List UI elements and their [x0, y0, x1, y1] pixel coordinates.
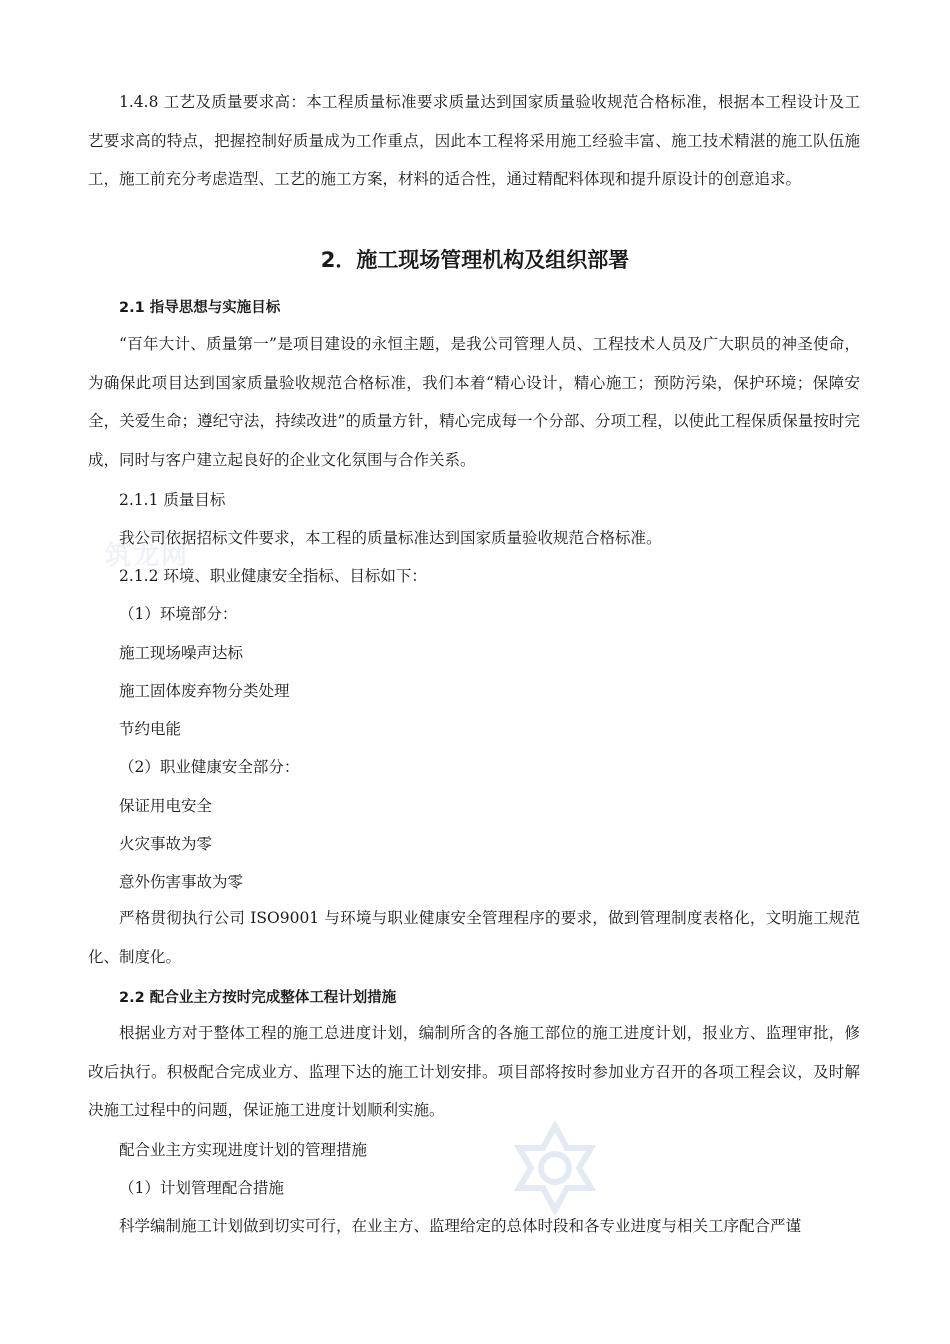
list-item: 施工现场噪声达标 — [119, 644, 244, 662]
list-item: 节约电能 — [119, 720, 182, 738]
list-item: 施工固体废弃物分类处理 — [119, 682, 290, 700]
section-2-2-heading: 2.2 配合业主方按时完成整体工程计划措施 — [119, 990, 397, 1006]
snowflake-logo-icon — [505, 1118, 605, 1218]
list-item: 意外伤害事故为零 — [119, 873, 244, 891]
ohs-heading: （2）职业健康安全部分： — [119, 758, 300, 776]
plan-management-text: 科学编制施工计划做到切实可行，在业主方、监理给定的总体时段和各专业进度与相关工序配合严谨 — [119, 1217, 802, 1235]
guiding-principle-paragraph: “百年大计、质量第一”是项目建设的永恒主题，是我公司管理人员、工程技术人员及广大职员的神圣使命，为确保此项目达到国家质量验收规范合格标准，我们本着“精心设计，精心施工；预防污染，保护环境；保障安全，关爱生命；遵纪守法，持续改进”的质量方针，精心完成每一个分部、分项工程，以使此工程保质保量按时完成，同时与客户建立起良好的企业文化氛围与合作关系。 — [88, 335, 860, 469]
section-2-1-1-heading: 2.1.1 质量目标 — [119, 491, 226, 509]
measures-heading: 配合业主方实现进度计划的管理措施 — [119, 1141, 368, 1159]
iso-compliance-paragraph: 严格贯彻执行公司 ISO9001 与环境与职业健康安全管理程序的要求，做到管理制度表格化，文明施工规范化、制度化。 — [88, 909, 860, 966]
quality-target-text: 我公司依据招标文件要求，本工程的质量标准达到国家质量验收规范合格标准。 — [119, 529, 662, 547]
paragraph-148: 1.4.8 工艺及质量要求高：本工程质量标准要求质量达到国家质量验收规范合格标准，根据本工程设计及工艺要求高的特点，把握控制好质量成为工作重点，因此本工程将采用施工经验丰富、施工技术精湛的施工队伍施工，施工前充分考虑造型、工艺的施工方案，材料的适合性，通过精配料体现和提升原设计的创意追求。 — [88, 93, 860, 188]
environment-heading: （1）环境部分： — [119, 605, 238, 623]
section-2-title: 2．施工现场管理机构及组织部署 — [320, 248, 630, 272]
schedule-paragraph: 根据业方对于整体工程的施工总进度计划，编制所含的各施工部位的施工进度计划，报业方、监理审批，修改后执行。积极配合完成业方、监理下达的施工计划安排。项目部将按时参加业方召开的各项工程会议，及时解决施工过程中的问题，保证施工进度计划顺利实施。 — [88, 1024, 860, 1119]
list-item: 火灾事故为零 — [119, 835, 213, 853]
plan-management-heading: （1）计划管理配合措施 — [119, 1179, 284, 1197]
section-2-1-2-heading: 2.1.2 环境、职业健康安全指标、目标如下： — [119, 567, 427, 585]
list-item: 保证用电安全 — [119, 797, 213, 815]
watermark-text: 筑龙网 — [105, 541, 190, 571]
section-2-1-heading: 2.1 指导思想与实施目标 — [119, 300, 281, 316]
